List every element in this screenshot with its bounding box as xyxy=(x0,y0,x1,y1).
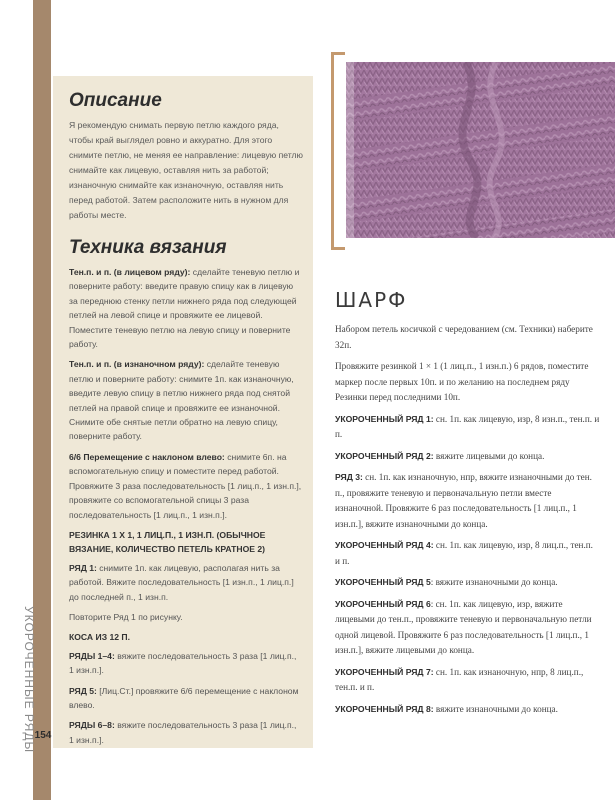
scarf-row-label: УКОРОЧЕННЫЙ РЯД 8: xyxy=(335,703,434,714)
rib-row-1-text: снимите 1п. как лицевую, располагая нить за работой. Вяжите последовательность [1 изн.п., 1 лиц.п.] до последней п., 1 изн.п. xyxy=(69,562,294,602)
scarf-title: ШАРФ xyxy=(335,288,408,312)
scarf-row xyxy=(335,597,600,659)
description-text: Я рекомендую снимать первую петлю каждого ряда, чтобы край выглядел ровно и аккуратно. Для этого снимите петлю, не меняя ее направление: лицевую петлю снимайте как лицевую, оставляя нить за работой; изнаночную снимайте как изнаночную, оставляя нить перед работой. Затем расположите нить в нужном для работы месте. xyxy=(69,120,303,220)
braid-row xyxy=(69,718,303,747)
scarf-row-text: : сн. 1п. как лицевую, изр, вяжите лицевыми до тен.п., провяжите теневую и первоначальную петли одной лицевой. Провяжите 6 раз последовательность [1 лиц.п., 1 изн.п.], вяжите лицевыми до конца. xyxy=(335,598,592,655)
scarf-row-label: УКОРОЧЕННЫЙ РЯД 7: xyxy=(335,666,434,677)
braid-row-text: вяжите последовательность 3 раза [1 лиц.п., 1 изн.п.]. xyxy=(69,720,297,745)
braid-heading: КОСА ИЗ 12 П. xyxy=(69,632,130,643)
scarf-row xyxy=(335,470,600,532)
scarf-row xyxy=(335,665,600,696)
scarf-row xyxy=(335,449,600,465)
scarf-row-label: РЯД 3: xyxy=(335,472,363,482)
technique-item xyxy=(69,265,303,351)
scarf-row-label: УКОРОЧЕННЫЙ РЯД 1: xyxy=(335,413,434,424)
info-panel xyxy=(53,76,313,748)
braid-row xyxy=(69,649,303,678)
rib-row-1-label: РЯД 1: xyxy=(69,562,97,573)
scarf-row-text: сн. 1п. как лицевую, изр, 8 лиц.п., тен.п. и п. xyxy=(335,540,593,566)
rib-heading: РЕЗИНКА 1 Х 1, 1 ЛИЦ.П., 1 ИЗН.П. (ОБЫЧНОЕ ВЯЗАНИЕ, КОЛИЧЕСТВО ПЕТЕЛЬ КРАТНОЕ 2) xyxy=(69,529,266,555)
braid-row-text: [Лиц.Ст.] провяжите 6/6 перемещение с наклоном влево. xyxy=(69,685,299,710)
scarf-row xyxy=(335,538,600,569)
frame-corner-bottom xyxy=(331,247,345,250)
scarf-intro-2: Провяжите резинкой 1 × 1 (1 лиц.п., 1 изн.п.) 6 рядов, поместите маркер после первых 10п. и по желанию на последнем ряду Резинки перед последними 10п. xyxy=(335,361,589,402)
knit-photo-frame xyxy=(331,52,615,250)
technique-item-label: Тен.п. и п. (в изнаночном ряду): xyxy=(69,359,205,370)
description-heading: Описание xyxy=(69,90,162,111)
scarf-row-text: вяжите изнаночными до конца. xyxy=(433,703,558,714)
scarf-row-label: УКОРОЧЕННЫЙ РЯД 5 xyxy=(335,577,431,587)
technique-item-label: 6/6 Перемещение с наклоном влево: xyxy=(69,451,225,462)
braid-row-text: вяжите последовательность 3 раза [1 лиц.п., 1 изн.п.]. xyxy=(69,650,297,676)
scarf-row-label: УКОРОЧЕННЫЙ РЯД 6 xyxy=(335,598,431,609)
rib-repeat: Повторите Ряд 1 по рисунку. xyxy=(69,611,183,622)
scarf-row-text: вяжите лицевыми до конца. xyxy=(433,450,545,461)
braid-row xyxy=(69,684,303,713)
rib-row-1 xyxy=(69,561,303,604)
frame-corner-left xyxy=(331,52,334,250)
scarf-row xyxy=(335,575,600,591)
scarf-row-text: сн. 1п. как лицевую, изр, 8 изн.п., тен.п. и п. xyxy=(335,413,600,439)
chapter-sidebar-label: УКОРОЧЕННЫЕ РЯДЫ xyxy=(22,606,36,754)
scarf-row xyxy=(335,412,600,443)
scarf-row-label: УКОРОЧЕННЫЙ РЯД 2: xyxy=(335,450,434,461)
technique-item-label: Тен.п. и п. (в лицевом ряду): xyxy=(69,267,191,277)
technique-item xyxy=(69,450,303,522)
technique-item-text: сделайте теневую петлю и поверните работу: снимите 1п. как изнаночную, введите левую спицу в петлю нижнего ряда под снятой петлей на правой спице и провяжите ее изнаночной. Снимите обе снятые петли обратно на левую спицу, поверните работу. xyxy=(69,359,294,442)
braid-row-label: РЯД 5: xyxy=(69,685,97,696)
scarf-row-label: УКОРОЧЕННЫЙ РЯД 4: xyxy=(335,540,434,550)
technique-item xyxy=(69,357,303,443)
scarf-intro-1: Набором петель косичкой с чередованием (см. Техники) наберите 32п. xyxy=(335,324,593,350)
technique-item-text: сделайте теневую петлю и поверните работу: введите правую спицу как в лицевую за переднюю стенку петли нижнего ряда под следующей петлей на левой спице и провяжите ее лицевой. Поместите теневую петлю на левую спицу и поверните работу. xyxy=(69,267,300,350)
knit-scarf-photo xyxy=(346,62,615,238)
scarf-row xyxy=(335,702,600,718)
scarf-row-text: сн. 1п. как изнаночную, нпр, 8 лиц.п., тен.п. и п. xyxy=(335,666,584,692)
page-number: 154 xyxy=(34,730,52,741)
technique-item-text: снимите 6п. на вспомогательную спицу и поместите перед работой. Провяжите 3 раза последовательность [1 лиц.п., 1 изн.п.], провяжите со вспомогательной спицы 3 раза последовательность [1 лиц.п., 1 изн.п.]. xyxy=(69,451,302,520)
scarf-instructions xyxy=(335,288,600,723)
braid-row-label: РЯДЫ 1–4: xyxy=(69,650,115,661)
knit-texture-illustration xyxy=(346,62,615,238)
scarf-row-text: сн. 1п. как изнаночную, нпр, вяжите изнаночными до тен. п., провяжите теневую и первоначальную петли вместе изнаночной. Провяжите 6 раз последовательность [1 лиц.п., 1 изн.п.], вяжите изнаночными до конца. xyxy=(335,472,592,529)
braid-row-label: РЯДЫ 6–8: xyxy=(69,720,115,731)
scarf-row-text: : вяжите изнаночными до конца. xyxy=(430,577,558,587)
technique-heading: Техника вязания xyxy=(69,237,227,258)
info-panel-content xyxy=(69,90,303,753)
